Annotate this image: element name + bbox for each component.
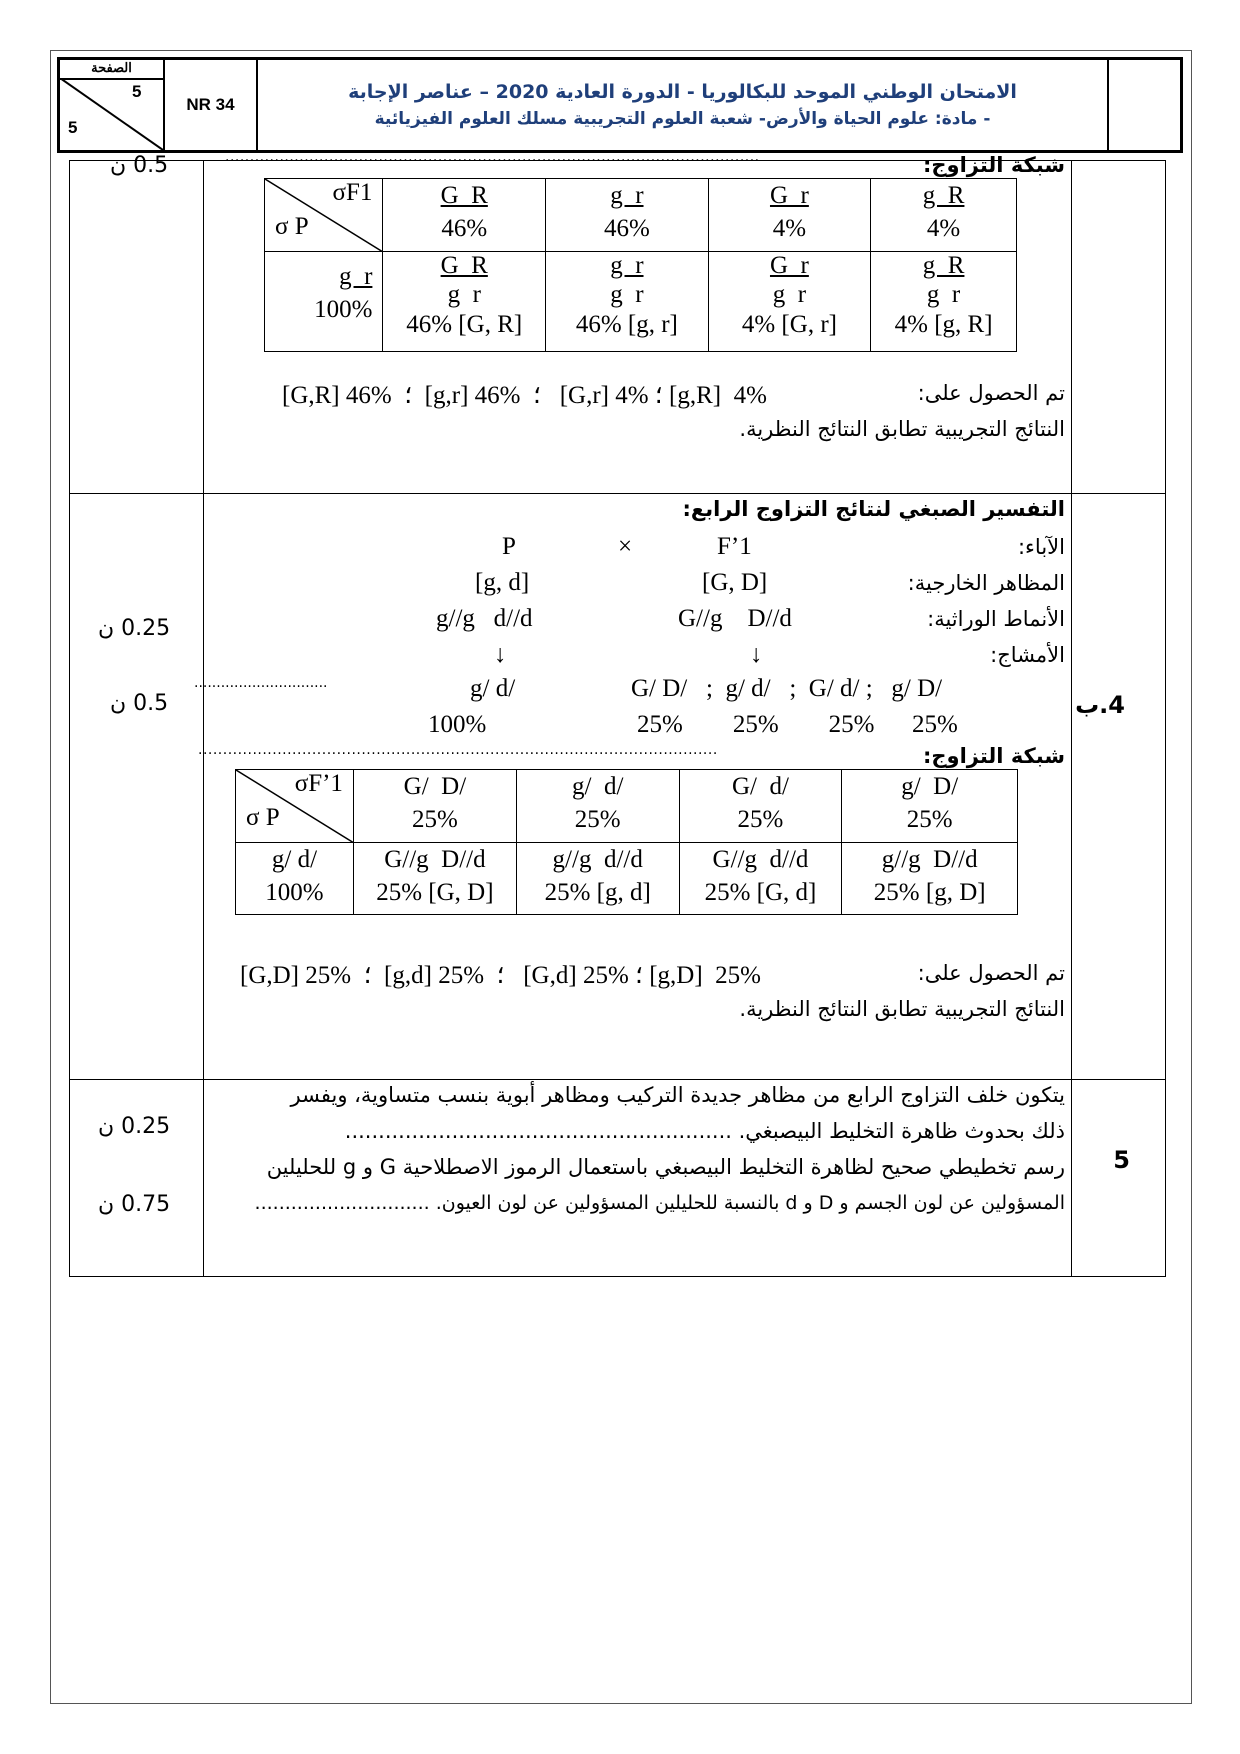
- grid2-cell-4: [842, 843, 1018, 915]
- percent: 25%: [411, 806, 458, 833]
- grid1-cell-3: [708, 252, 871, 352]
- question-number-4b: 4.ب: [1075, 691, 1125, 719]
- geno-left: g//g d//d: [436, 605, 533, 632]
- percent: 4%: [926, 215, 961, 242]
- cell-genotype: G//g d//d: [712, 846, 809, 873]
- pheno-right: [G, D]: [702, 569, 768, 596]
- grid2-corner-top: σF’1: [294, 770, 343, 797]
- cell-top: G R: [440, 252, 488, 279]
- answer-line-1: يتكون خلف التزاوج الرابع من مظاهر جديدة التركيب ومظاهر أبوية بنسب متساوية، ويفسر: [290, 1083, 1065, 1107]
- obtained-label-s1: تم الحصول على:: [917, 381, 1065, 405]
- page-current: 5: [132, 82, 142, 101]
- gamete: g r: [610, 182, 644, 209]
- grid1-cell-4: [871, 252, 1017, 352]
- gamete: G/ D/: [403, 773, 467, 800]
- answer-line-2: ذلك بحدوث ظاهرة التخليط البيصبغي. ..........................................................: [344, 1119, 1065, 1143]
- score-s3-2: 0.75 ن: [98, 1192, 171, 1217]
- title-line-2: - مادة: علوم الحياة والأرض- شعبة العلوم التجريبية مسلك العلوم الفيزيائية: [374, 109, 991, 129]
- parent-left: P: [502, 533, 516, 560]
- cross-grid-2: [235, 769, 1018, 915]
- gamete: g/ d/: [572, 773, 624, 800]
- gamete: G R: [440, 182, 488, 209]
- pheno-left: [g, d]: [475, 569, 530, 596]
- cross-grid-1: [264, 178, 1017, 352]
- page-total: 5: [68, 118, 78, 137]
- percent: 25%: [737, 806, 784, 833]
- pheno-label: المظاهر الخارجية:: [907, 571, 1065, 595]
- cell-genotype: g//g D//d: [881, 846, 978, 873]
- row-divider-1: [70, 493, 1165, 494]
- gametes-label: الأمشاج:: [990, 643, 1065, 667]
- page-word: الصفحة: [60, 60, 163, 80]
- percent-right: 25% 25% 25% 25%: [637, 711, 958, 738]
- cell-top: g r: [610, 252, 644, 279]
- cell-result: 4% [G, r]: [741, 311, 837, 338]
- number-column-divider: [1071, 161, 1072, 1276]
- obtained-label-s2: تم الحصول على:: [917, 961, 1065, 985]
- cell-result: 25% [G, d]: [704, 879, 817, 906]
- gamete: G/ d/: [731, 773, 789, 800]
- percent: 46%: [603, 215, 650, 242]
- score-s2-1: 0.25 ن: [98, 616, 171, 641]
- gamete: g R: [922, 182, 965, 209]
- arrow-right: ↓: [750, 641, 763, 668]
- dots-s1: ............................................................................................................: [225, 149, 760, 165]
- percent: 25%: [574, 806, 621, 833]
- heading-s2: التفسير الصبغي لنتائج التزاوج الرابع:: [682, 497, 1065, 521]
- gametes-dots: ..............................: [194, 675, 328, 691]
- cell-genotype: g//g d//d: [552, 846, 643, 873]
- percent: 4%: [772, 215, 807, 242]
- gametes-right: G/ D/ ; g/ d/ ; G/ d/ ; g/ D/: [631, 675, 943, 702]
- conclusion-s2: النتائج التجريبية تطابق النتائج النظرية.: [739, 997, 1065, 1021]
- exam-header: [57, 57, 1183, 153]
- geno-right: G//g D//d: [678, 605, 792, 632]
- cell-top: G r: [769, 252, 809, 279]
- grid2-cell-1: [353, 843, 516, 915]
- grid2-gamete-col-1: [353, 770, 516, 843]
- score-s2-2: 0.5 ن: [110, 691, 169, 716]
- cell-result: 4% [g, R]: [894, 311, 993, 338]
- score-s1: 0.5 ن: [110, 153, 169, 178]
- cell-genotype: G//g D//d: [384, 846, 486, 873]
- header-blank-cell: [1107, 60, 1180, 150]
- grid1-corner: [265, 179, 383, 252]
- percent: 46%: [441, 215, 488, 242]
- cross-symbol: ×: [618, 533, 633, 560]
- grid1-gamete-col-4: [871, 179, 1017, 252]
- row-gamete: g/ d/: [271, 846, 318, 873]
- exam-code: NR 34: [163, 60, 256, 150]
- cell-result: 46% [G, R]: [406, 311, 523, 338]
- page-diagonal: [60, 78, 163, 150]
- gametes-left: g/ d/: [470, 675, 516, 702]
- grid1-cell-2: [546, 252, 709, 352]
- score-column-divider: [203, 161, 204, 1276]
- answer-line-4: المسؤولين عن لون الجسم و D و d بالنسبة للحليلين المسؤولين عن لون العيون. .............................: [254, 1192, 1065, 1214]
- grid1-corner-bottom: σ P: [275, 213, 309, 240]
- grid-title-s1: شبكة التزاوج:: [923, 153, 1065, 177]
- cell-bottom: g r: [926, 281, 961, 308]
- cell-result: 25% [g, D]: [873, 879, 986, 906]
- gamete: G r: [769, 182, 809, 209]
- exam-title: [256, 60, 1107, 150]
- parents-label: الآباء:: [1017, 535, 1065, 559]
- grid2-gamete-col-4: [842, 770, 1018, 843]
- parent-right: F’1: [717, 533, 752, 560]
- grid1-gamete-col-2: [546, 179, 709, 252]
- row-divider-2: [70, 1079, 1165, 1080]
- grid2-cell-3: [679, 843, 842, 915]
- grid2-row-header: [236, 843, 354, 915]
- cell-bottom: g r: [447, 281, 481, 308]
- grid2-gamete-col-3: [679, 770, 842, 843]
- score-s3-1: 0.25 ن: [98, 1114, 171, 1139]
- cell-bottom: g r: [610, 281, 644, 308]
- cell-result: 46% [g, r]: [575, 311, 678, 338]
- obtained-values-s2: [G,D] 25% ؛ [g,d] 25% ؛ [G,d] 25% ؛ [g,D] 25%: [240, 962, 761, 989]
- row-percent: 100%: [265, 879, 324, 906]
- grid1-row-header: [265, 252, 383, 352]
- geno-label: الأنماط الوراثية:: [927, 607, 1065, 631]
- gamete: g/ D/: [901, 773, 959, 800]
- grid2-corner: [236, 770, 354, 843]
- grid1-gamete-col-3: [708, 179, 871, 252]
- arrow-left: ↓: [494, 641, 507, 668]
- answer-table: [69, 149, 1166, 1277]
- percent: 25%: [906, 806, 953, 833]
- row-percent: 100%: [314, 296, 373, 323]
- cell-result: 25% [g, d]: [544, 879, 651, 906]
- grid2-gamete-col-2: [516, 770, 679, 843]
- cell-result: 25% [G, D]: [376, 879, 494, 906]
- title-line-1: الامتحان الوطني الموحد للبكالوريا - الدورة العادية 2020 – عناصر الإجابة: [348, 81, 1017, 103]
- question-number-5: 5: [1113, 1146, 1130, 1174]
- answer-line-3: رسم تخطيطي صحيح لظاهرة التخليط البيصبغي باستعمال الرموز الاصطلاحية G و g للحليلين: [266, 1155, 1065, 1179]
- conclusion-s1: النتائج التجريبية تطابق النتائج النظرية.: [739, 417, 1065, 441]
- grid2-cell-2: [516, 843, 679, 915]
- percent-left: 100%: [428, 711, 487, 738]
- grid1-corner-top: σF1: [332, 179, 373, 206]
- grid1-cell-1: [383, 252, 546, 352]
- obtained-values-s1: [G,R] 46% ؛ [g,r] 46% ؛ [G,r] 4% ؛ [g,R] 4%: [282, 382, 767, 409]
- cell-top: g R: [922, 252, 965, 279]
- grid1-gamete-col-1: [383, 179, 546, 252]
- page-number-box: [60, 60, 163, 150]
- cell-bottom: g r: [772, 281, 807, 308]
- grid2-corner-bottom: σ P: [246, 804, 280, 831]
- grid-title-s2: شبكة التزاوج:: [923, 744, 1065, 768]
- row-gamete: g r: [339, 263, 373, 290]
- dots-s2: .........................................................................................................: [198, 742, 718, 758]
